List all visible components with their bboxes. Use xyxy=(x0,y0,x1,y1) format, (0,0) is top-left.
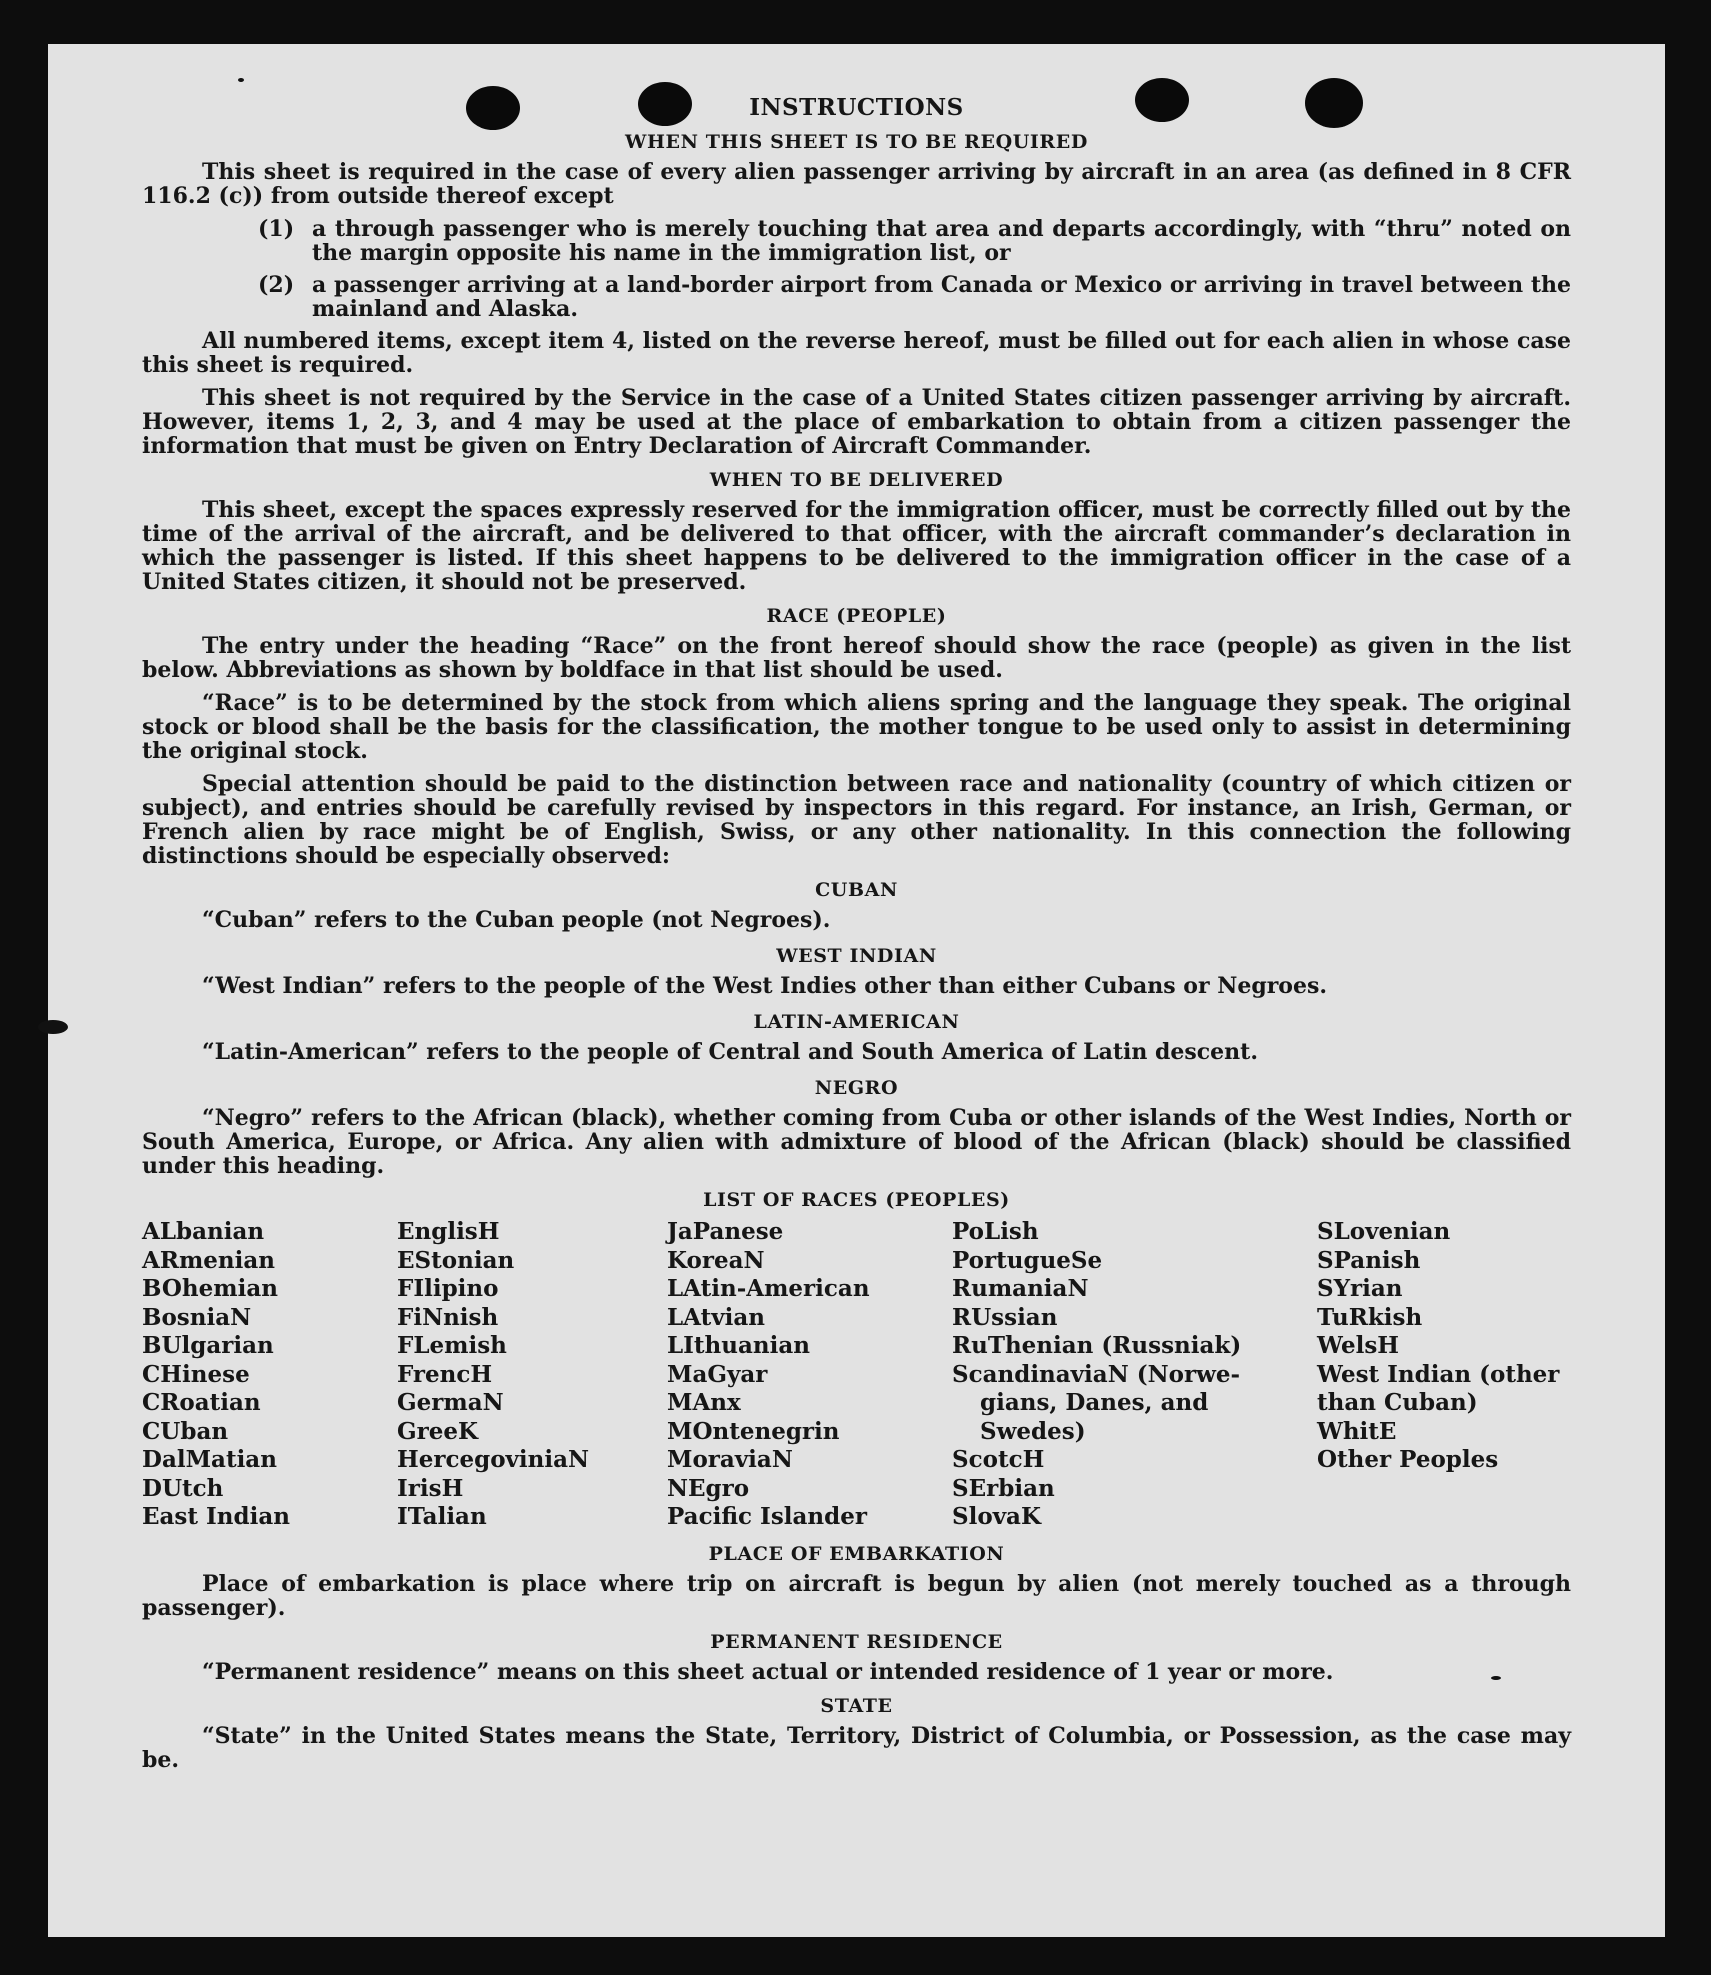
section-heading-races-list: LIST OF RACES (PEOPLES) xyxy=(703,1189,1010,1211)
paragraph-state: “State” in the United States means the State, Territory, District of Columbia, or Possession, as the case may be. xyxy=(142,1722,1571,1773)
race-entry: IrisH xyxy=(397,1474,464,1502)
race-entry: CRoatian xyxy=(142,1389,261,1416)
race-entry: WhitE xyxy=(1317,1417,1397,1445)
race-entry: WelsH xyxy=(1317,1332,1400,1359)
definition-cuban: “Cuban” refers to the Cuban people (not Negroes). xyxy=(202,907,831,933)
race-entry: Other Peoples xyxy=(1317,1446,1499,1473)
paragraph-delivery: This sheet, except the spaces expressly reserved for the immigration officer, must be correctly filled out by the time of the arrival of the aircraft, and be delivered to that officer, with the aircraft commander’s declaration in which the passenger is listed. If this sheet happens to be delivered to the immigration officer in the case of a United States citizen, it should not be preserved. xyxy=(142,497,1571,595)
race-entry: RUssian xyxy=(952,1303,1058,1331)
definition-west-indian: “West Indian” refers to the people of the West Indies other than either Cubans or Negroes. xyxy=(202,973,1328,999)
section-heading-cuban: CUBAN xyxy=(815,879,898,901)
race-entry: GermaN xyxy=(397,1389,504,1416)
item-number: (1) xyxy=(258,216,295,242)
ink-speck xyxy=(38,1020,68,1034)
race-entry: ITalian xyxy=(397,1503,487,1530)
race-entry: GreeK xyxy=(397,1417,479,1445)
race-entry: SPanish xyxy=(1317,1246,1421,1274)
race-entry: SYrian xyxy=(1317,1275,1403,1302)
section-heading-race: RACE (PEOPLE) xyxy=(766,605,947,627)
race-entry: Pacific Islander xyxy=(667,1503,867,1530)
paragraph-race-nationality: Special attention should be paid to the distinction between race and nationality (country of which citizen or subject), and entries should be carefully revised by inspectors in this regard. For instance, an Irish, German, or French alien by race might be of English, Swiss, or any other nationality. In this connection the following distinctions should be especially observed: xyxy=(142,771,1571,869)
item-text: a passenger arriving at a land-border airport from Canada or Mexico or arriving in travel between the mainland and Alaska. xyxy=(312,272,1571,322)
race-entry: MOntenegrin xyxy=(667,1417,840,1445)
race-entry: ScotcH xyxy=(952,1446,1045,1473)
race-entry: than Cuban) xyxy=(1317,1389,1478,1416)
section-heading-when-required: WHEN THIS SHEET IS TO BE REQUIRED xyxy=(625,131,1088,153)
race-entry: ScandinaviaN (Norwe- xyxy=(952,1360,1241,1388)
document-page xyxy=(48,44,1665,1937)
paragraph-residence: “Permanent residence” means on this sheet actual or intended residence of 1 year or more. xyxy=(202,1658,1334,1685)
races-column xyxy=(397,1218,667,1532)
race-entry: SErbian xyxy=(952,1474,1055,1502)
section-heading-embarkation: PLACE OF EMBARKATION xyxy=(708,1542,1005,1565)
race-entry: EStonian xyxy=(397,1246,515,1274)
race-entry: LAtvian xyxy=(667,1303,765,1331)
instructions-content xyxy=(142,96,1571,1781)
item-text: a through passenger who is merely touching that area and departs accordingly, with “thru” noted on the margin opposite his name in the immigration list, or xyxy=(312,216,1571,266)
definition-latin-american: “Latin-American” refers to the people of Central and South America of Latin descent. xyxy=(202,1039,1258,1065)
race-entry: gians, Danes, and xyxy=(980,1389,1209,1416)
race-entry: CUban xyxy=(142,1417,229,1445)
race-entry: DUtch xyxy=(142,1474,224,1502)
race-entry: DalMatian xyxy=(142,1446,277,1473)
races-list xyxy=(142,1218,1571,1532)
races-column xyxy=(1317,1218,1571,1532)
race-entry: TuRkish xyxy=(1317,1303,1423,1331)
race-entry: PortugueSe xyxy=(952,1246,1103,1274)
race-entry: JaPanese xyxy=(667,1218,784,1245)
race-entry: MoraviaN xyxy=(667,1446,793,1473)
races-column xyxy=(952,1218,1317,1532)
race-entry: KoreaN xyxy=(667,1246,765,1274)
paragraph-intro: This sheet is required in the case of every alien passenger arriving by aircraft in an area (as defined in 8 CFR 116.2 (c)) from outside thereof except xyxy=(142,159,1571,209)
paragraph-race-stock: “Race” is to be determined by the stock from which aliens spring and the language they speak. The original stock or blood shall be the basis for the classification, the mother tongue to be used only to assist in determining the original stock. xyxy=(142,690,1571,764)
race-entry: MaGyar xyxy=(667,1360,768,1388)
race-entry: CHinese xyxy=(142,1360,250,1388)
race-entry: LIthuanian xyxy=(667,1332,810,1359)
race-entry: BosniaN xyxy=(142,1303,252,1331)
list-item xyxy=(142,273,1571,321)
page-title: INSTRUCTIONS xyxy=(749,94,964,121)
race-entry: SLovenian xyxy=(1317,1218,1451,1245)
race-entry: FrencH xyxy=(397,1360,493,1388)
race-entry: RuThenian (Russniak) xyxy=(952,1332,1242,1359)
section-heading-negro: NEGRO xyxy=(814,1077,899,1099)
list-item xyxy=(142,217,1571,265)
race-entry: MAnx xyxy=(667,1389,741,1416)
races-column xyxy=(142,1218,397,1532)
race-entry: BOhemian xyxy=(142,1275,278,1302)
section-heading-state: STATE xyxy=(820,1694,893,1717)
definition-negro: “Negro” refers to the African (black), whether coming from Cuba or other islands of the West Indies, North or South America, Europe, or Africa. Any alien with admixture of blood of the African (black) should be classified under this heading. xyxy=(142,1105,1571,1179)
section-heading-residence: PERMANENT RESIDENCE xyxy=(710,1630,1003,1653)
race-entry: EnglisH xyxy=(397,1218,500,1245)
paragraph-numbered-items: All numbered items, except item 4, listed on the reverse hereof, must be filled out for each alien in whose case this sheet is required. xyxy=(142,328,1571,378)
section-heading-when-delivered: WHEN TO BE DELIVERED xyxy=(709,469,1004,491)
race-entry: FLemish xyxy=(397,1332,507,1359)
race-entry: FiNnish xyxy=(397,1303,499,1331)
section-heading-latin-american: LATIN-AMERICAN xyxy=(753,1011,960,1033)
race-entry: FIlipino xyxy=(397,1275,499,1302)
race-entry: NEgro xyxy=(667,1474,750,1502)
race-entry: LAtin-American xyxy=(667,1275,870,1302)
section-heading-west-indian: WEST INDIAN xyxy=(776,945,937,967)
race-entry: HercegoviniaN xyxy=(397,1446,590,1473)
paragraph-embarkation: Place of embarkation is place where trip on aircraft is begun by alien (not merely touched as a through passenger). xyxy=(142,1570,1571,1621)
race-entry: RumaniaN xyxy=(952,1275,1089,1302)
race-entry: West Indian (other xyxy=(1317,1360,1560,1388)
paragraph-citizen: This sheet is not required by the Service in the case of a United States citizen passenger arriving by aircraft. However, items 1, 2, 3, and 4 may be used at the place of embarkation to obtain from a citizen passenger the information that must be given on Entry Declaration of Aircraft Commander. xyxy=(142,385,1571,459)
race-entry: ALbanian xyxy=(142,1218,265,1245)
races-column xyxy=(667,1218,952,1532)
race-entry: East Indian xyxy=(142,1503,290,1530)
race-entry: BUlgarian xyxy=(142,1332,274,1359)
race-entry: ARmenian xyxy=(142,1246,276,1274)
item-number: (2) xyxy=(258,272,295,298)
paragraph-race-entry: The entry under the heading “Race” on the front hereof should show the race (people) as given in the list below. Abbreviations as shown by boldface in that list should be used. xyxy=(142,633,1571,683)
race-entry: Swedes) xyxy=(980,1417,1086,1445)
race-entry: SlovaK xyxy=(952,1503,1041,1530)
race-entry: PoLish xyxy=(952,1218,1039,1245)
ink-speck xyxy=(238,78,244,82)
